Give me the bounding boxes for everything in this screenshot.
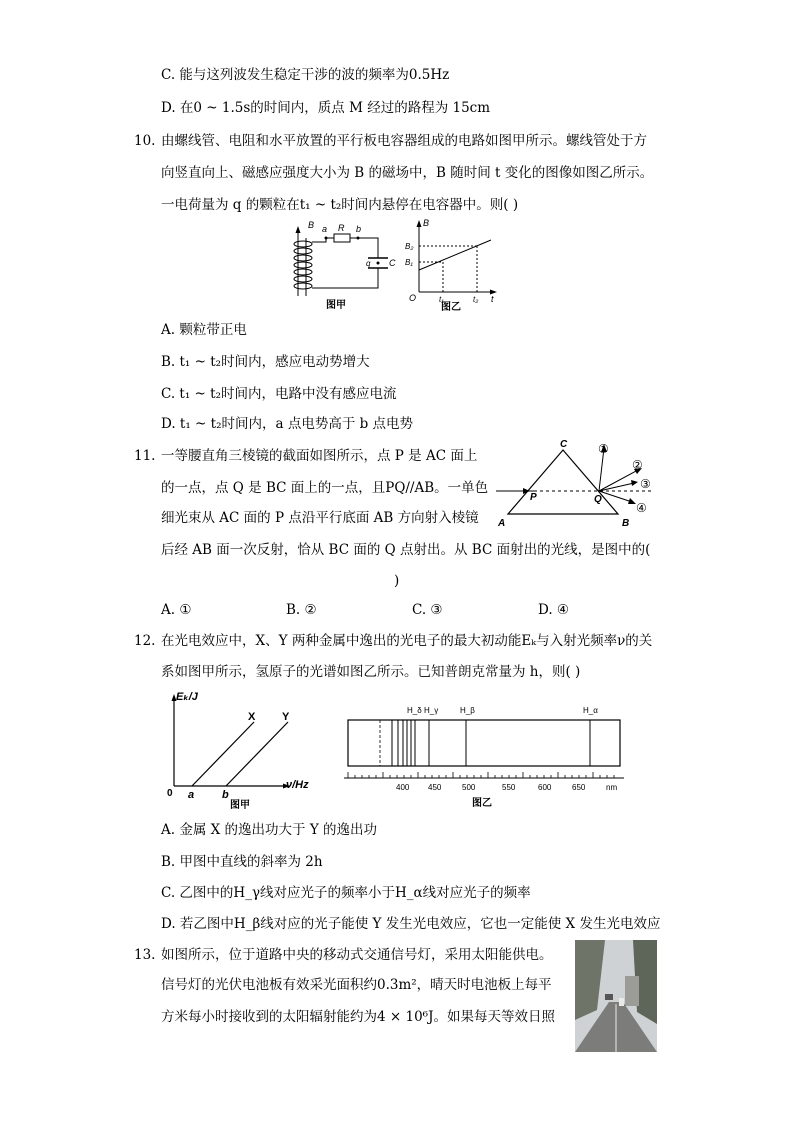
fig-label-r: R <box>338 223 345 233</box>
q10-stem-line2: 向竖直向上、磁感应强度大小为 B 的磁场中，B 随时间 t 变化的图像如图乙所示。 <box>161 165 654 181</box>
tick-label-500: 500 <box>462 783 476 792</box>
q13-number: 13. <box>134 947 156 963</box>
q10-stem-line3: 一电荷量为 q 的颗粒在t₁ ~ t₂时间内悬停在电容器中。则( ) <box>161 197 519 213</box>
q12-hydrogen-spectrum <box>340 700 630 812</box>
q11-option-d: D. ④ <box>538 602 570 618</box>
q11-option-a: A. ① <box>161 602 192 618</box>
fig-caption-yi-2: 图乙 <box>472 798 492 809</box>
q13-stem-line1: 如图所示，位于道路中央的移动式交通信号灯，采用太阳能供电。 <box>161 947 553 963</box>
tick-label-650: 650 <box>572 783 586 792</box>
fig-caption-jia: 图甲 <box>326 300 346 311</box>
spectral-label-h-alpha: H_α <box>583 706 598 715</box>
graph-label-t1: t₁ <box>439 295 444 304</box>
q10-option-d: D. t₁ ~ t₂时间内，a 点电势高于 b 点电势 <box>161 416 414 432</box>
q10-circuit-figure <box>286 218 396 314</box>
tick-label-450: 450 <box>428 783 442 792</box>
q10-bt-graph <box>405 216 500 314</box>
ray-label-3: ③ <box>640 477 651 491</box>
q9-option-d: D. 在0 ~ 1.5s的时间内，质点 M 经过的路程为 15cm <box>161 100 491 116</box>
q10-option-a: A. 颗粒带正电 <box>161 322 247 338</box>
graph-label-b2: B₂ <box>405 242 414 251</box>
q13-stem-line2: 信号灯的光伏电池板有效采光面积约0.3m²，晴天时电池板上每平 <box>161 977 552 993</box>
prism-label-q: Q <box>594 494 602 505</box>
q9-option-c: C. 能与这列波发生稳定干涉的波的频率为0.5Hz <box>161 67 450 83</box>
tick-label-600: 600 <box>538 783 552 792</box>
fig-label-b-node: b <box>356 224 362 234</box>
spectral-label-h-gamma: H_γ <box>424 706 439 715</box>
unit-label-nm: nm <box>606 783 618 792</box>
prism-label-p: P <box>530 492 537 503</box>
q11-stem-line4: 后经 AB 面一次反射，恰从 BC 面的 Q 点射出。从 BC 面射出的光线，是图中的( <box>161 542 651 558</box>
fig-label-a: a <box>322 224 328 234</box>
line-label-x: X <box>248 711 256 723</box>
q12-number: 12. <box>134 633 156 649</box>
q11-stem-line2: 的一点，点 Q 是 BC 面上的一点，且PQ//AB。一单色 <box>161 480 489 496</box>
q12-option-d: D. 若乙图中H_β线对应的光子能使 Y 发生光电效应，它也一定能使 X 发生光电效应 <box>161 916 661 932</box>
graph-label-b1: B₁ <box>405 258 413 267</box>
fig-label-c: C <box>389 258 396 268</box>
q10-option-b: B. t₁ ~ t₂时间内，感应电动势增大 <box>161 354 370 370</box>
spectral-label-h-beta: H_β <box>460 706 475 715</box>
q10-number: 10. <box>134 133 156 149</box>
q12-option-a: A. 金属 X 的逸出功大于 Y 的逸出功 <box>161 822 378 838</box>
intercept-label-a: a <box>188 789 195 801</box>
q12-stem-line1: 在光电效应中，X、Y 两种金属中逸出的光电子的最大初动能Eₖ与入射光频率ν的关 <box>161 633 653 649</box>
prism-label-b: B <box>622 518 630 529</box>
q11-option-c: C. ③ <box>412 602 443 618</box>
q13-stem-line3: 方米每小时接收到的太阳辐射能约为4 × 10⁶J。如果每天等效日照 <box>161 1009 555 1025</box>
graph-axis-b: B <box>423 218 430 228</box>
tick-label-550: 550 <box>502 783 516 792</box>
fig-label-b-field: B <box>308 220 315 230</box>
prism-label-a: A <box>498 518 506 529</box>
prism-label-c: C <box>560 439 568 450</box>
origin-label: 0 <box>167 788 173 799</box>
graph-axis-t: t <box>491 294 494 304</box>
fig-caption-jia-2: 图甲 <box>230 800 250 810</box>
q12-option-c: C. 乙图中的H_γ线对应光子的频率小于H_α线对应光子的频率 <box>161 885 531 901</box>
q11-stem-line5: ) <box>394 573 400 589</box>
traffic-light-photo <box>575 940 657 1052</box>
fig-caption-yi: 图乙 <box>441 302 461 313</box>
spectral-label-h-delta: H_δ <box>407 706 422 715</box>
ray-label-4: ④ <box>636 501 647 515</box>
q11-prism-figure <box>494 438 666 530</box>
axis-label-ek: Eₖ/J <box>176 691 198 703</box>
graph-label-t2: t₂ <box>473 295 479 304</box>
ray-label-1: ① <box>598 442 609 456</box>
ray-label-2: ② <box>632 458 643 472</box>
q10-option-c: C. t₁ ~ t₂时间内，电路中没有感应电流 <box>161 386 397 402</box>
graph-origin: O <box>409 293 417 303</box>
q12-option-b: B. 甲图中直线的斜率为 2h <box>161 854 323 870</box>
q11-stem-line3: 细光束从 AC 面的 P 点沿平行底面 AB 方向射入棱镜 <box>161 510 479 526</box>
q10-stem-line1: 由螺线管、电阻和水平放置的平行板电容器组成的电路如图甲所示。螺线管处于方 <box>161 133 647 149</box>
tick-label-400: 400 <box>396 783 410 792</box>
line-label-y: Y <box>282 711 290 723</box>
q12-ek-nu-graph <box>164 688 324 810</box>
axis-label-nu: ν/Hz <box>286 779 309 791</box>
intercept-label-b: b <box>222 789 229 801</box>
q11-stem-line1: 一等腰直角三棱镜的截面如图所示，点 P 是 AC 面上 <box>161 448 478 464</box>
q11-number: 11. <box>134 448 156 464</box>
q12-stem-line2: 系如图甲所示，氢原子的光谱如图乙所示。已知普朗克常量为 h，则( ) <box>161 664 581 680</box>
fig-label-q: q <box>366 259 371 268</box>
q11-option-b: B. ② <box>286 602 317 618</box>
